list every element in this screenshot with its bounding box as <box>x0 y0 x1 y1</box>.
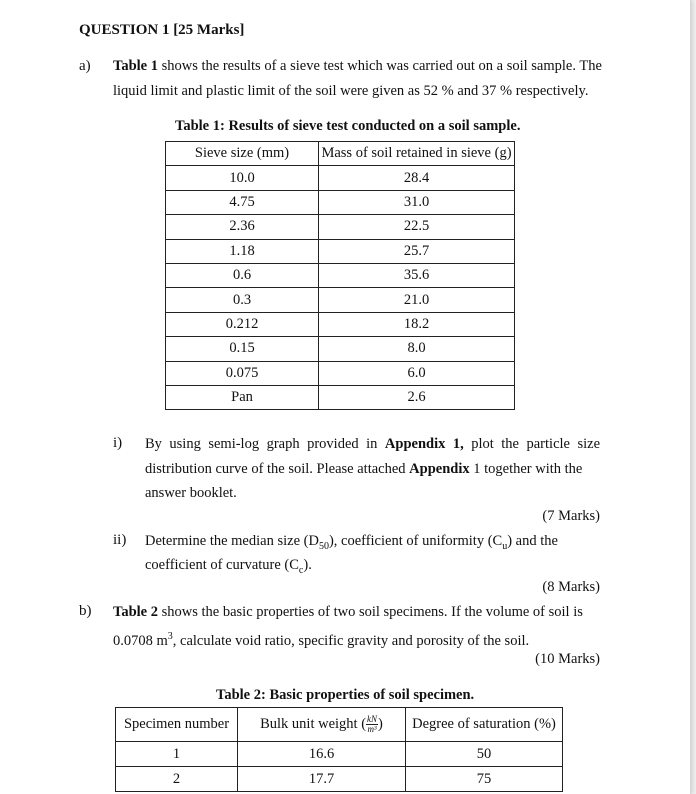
table1-cell-mass: 28.4 <box>319 166 515 190</box>
part-b-marks: (10 Marks) <box>535 651 600 667</box>
part-b-line2 <box>113 625 529 653</box>
table1-row <box>166 239 515 263</box>
table1-cell-mass: 2.6 <box>319 385 515 409</box>
table1-row <box>166 337 515 361</box>
table2-row <box>116 742 563 767</box>
table1 <box>165 141 515 410</box>
table1-row <box>166 288 515 312</box>
table2-cell-saturation: 75 <box>406 767 563 792</box>
table2-header-saturation: Degree of saturation (%) <box>406 708 563 742</box>
table1-cell-mass: 8.0 <box>319 337 515 361</box>
table1-cell-mass: 31.0 <box>319 190 515 214</box>
sub-i-label: i) <box>113 435 123 451</box>
table1-row <box>166 312 515 336</box>
sub-ii-marks: (8 Marks) <box>542 579 600 595</box>
volume-value: 0.0708 m <box>113 632 168 649</box>
sub-ii-label: ii) <box>113 532 127 548</box>
part-b-label: b) <box>79 603 92 619</box>
sub-i-line2-a: distribution curve of the soil. Please attached <box>145 461 410 477</box>
table1-row <box>166 385 515 409</box>
table2-header-specimen: Specimen number <box>116 708 238 742</box>
table1-row <box>166 166 515 190</box>
sub-ii-line1-b: ), coefficient of uniformity (C <box>328 533 503 549</box>
table2-cell-saturation: 50 <box>406 742 563 767</box>
unit-denominator: m³ <box>367 724 377 734</box>
table1-header-mass: Mass of soil retained in sieve (g) <box>319 142 515 166</box>
table1-cell-sieve-size: 0.6 <box>166 263 319 287</box>
question-title: QUESTION 1 [25 Marks] <box>79 22 245 38</box>
table2-cell-weight: 16.6 <box>238 742 406 767</box>
table1-cell-mass: 35.6 <box>319 263 515 287</box>
table1-ref: Table 1 <box>113 58 158 74</box>
table2-ref: Table 2 <box>113 604 158 620</box>
part-a-intro-line1 <box>113 54 602 78</box>
part-b-line2-text: , calculate void ratio, specific gravity and porosity of the soil. <box>172 632 530 649</box>
unit-numerator: kN <box>367 714 378 724</box>
table2-header-weight <box>238 708 406 742</box>
sub-ii-line1-c: ) and the <box>507 533 558 549</box>
table1-cell-sieve-size: 2.36 <box>166 215 319 239</box>
table1-cell-sieve-size: Pan <box>166 385 319 409</box>
table1-cell-sieve-size: 0.15 <box>166 337 319 361</box>
table1-cell-sieve-size: 4.75 <box>166 190 319 214</box>
table2 <box>115 707 563 792</box>
part-b-line1-text: shows the basic properties of two soil specimens. If the volume of soil is <box>158 604 583 620</box>
table1-row <box>166 190 515 214</box>
sub-i-line3: answer booklet. <box>145 485 237 501</box>
table1-cell-sieve-size: 10.0 <box>166 166 319 190</box>
sub-i-line1-a: By using semi-log graph provided in <box>145 436 385 452</box>
table1-caption: Table 1: Results of sieve test conducted on a soil sample. <box>175 118 521 134</box>
sub-i-line1 <box>145 432 600 456</box>
table2-header-row <box>116 708 563 742</box>
table1-row <box>166 361 515 385</box>
table2-cell-specimen: 2 <box>116 767 238 792</box>
table1-header-sieve-size: Sieve size (mm) <box>166 142 319 166</box>
table2-caption: Table 2: Basic properties of soil specimen. <box>216 687 475 703</box>
table1-cell-mass: 22.5 <box>319 215 515 239</box>
volume-exponent: 3 <box>167 631 173 642</box>
header-weight-close: ) <box>378 715 383 732</box>
sub-ii-line2-b: ). <box>303 557 312 573</box>
sub-ii-line1-a: Determine the median size (D <box>145 533 319 549</box>
cc-subscript: c <box>298 564 304 576</box>
table1-cell-mass: 25.7 <box>319 239 515 263</box>
sub-ii-line2-a: coefficient of curvature (C <box>145 557 299 573</box>
table1-cell-sieve-size: 0.075 <box>166 361 319 385</box>
sub-ii-line2 <box>145 553 312 583</box>
part-b-line1 <box>113 600 583 624</box>
appendix-ref-2: Appendix <box>409 461 470 477</box>
table1-row <box>166 215 515 239</box>
table2-cell-specimen: 1 <box>116 742 238 767</box>
part-a-intro-line1-text: shows the results of a sieve test which was carried out on a soil sample. The <box>158 58 602 74</box>
table1-row <box>166 263 515 287</box>
sub-i-line1-b: plot the particle size <box>463 436 601 452</box>
sub-i-line2 <box>145 457 600 481</box>
table1-header-row <box>166 142 515 166</box>
part-a-intro-line2: liquid limit and plastic limit of the soil were given as 52 % and 37 % respectively. <box>113 83 589 99</box>
table2-cell-weight: 17.7 <box>238 767 406 792</box>
sub-i-line2-b: 1 together with the <box>469 461 583 477</box>
table1-cell-mass: 21.0 <box>319 288 515 312</box>
sub-i-marks: (7 Marks) <box>542 508 600 524</box>
cu-subscript: u <box>502 540 508 552</box>
part-a-label: a) <box>79 58 91 74</box>
appendix-ref-1: Appendix 1, <box>384 436 464 452</box>
table2-row <box>116 767 563 792</box>
table1-cell-sieve-size: 0.3 <box>166 288 319 312</box>
unit-fraction <box>366 715 378 734</box>
d50-subscript: 50 <box>318 540 329 552</box>
table1-cell-sieve-size: 0.212 <box>166 312 319 336</box>
table1-cell-sieve-size: 1.18 <box>166 239 319 263</box>
header-weight-text: Bulk unit weight ( <box>260 715 367 732</box>
table1-cell-mass: 18.2 <box>319 312 515 336</box>
table1-cell-mass: 6.0 <box>319 361 515 385</box>
